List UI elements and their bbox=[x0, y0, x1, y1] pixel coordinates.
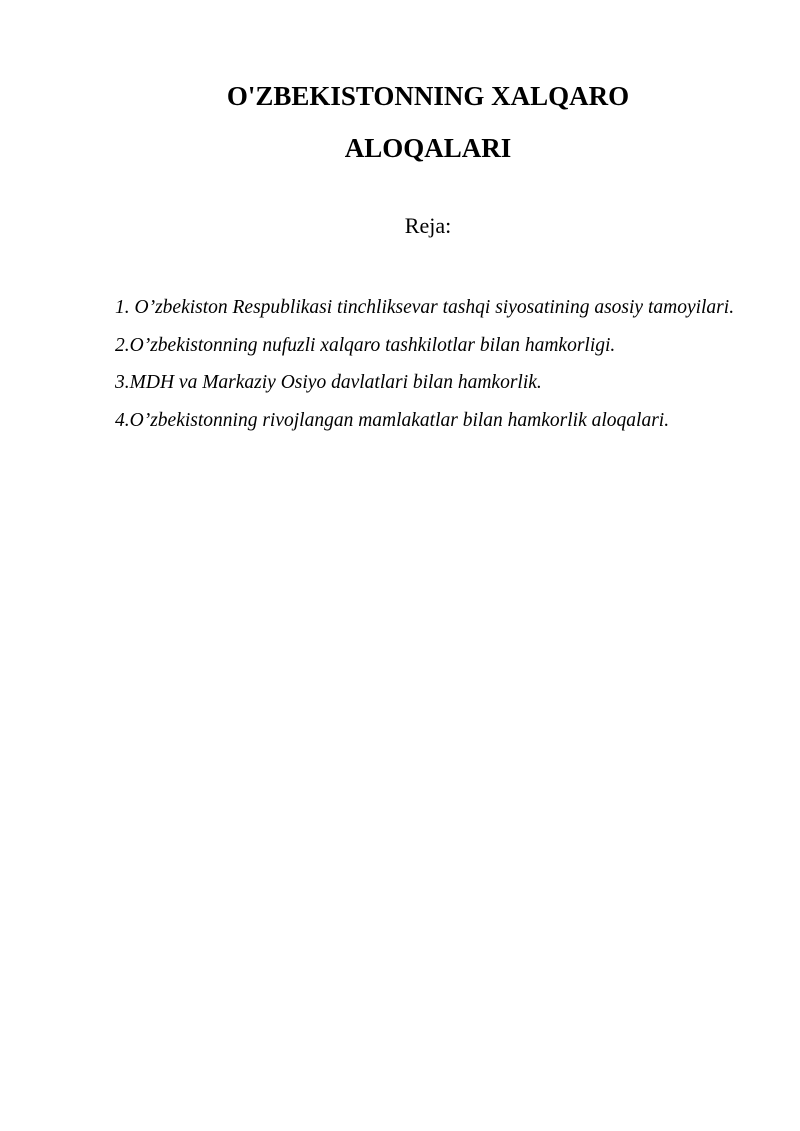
plan-item-1: 1. O’zbekiston Respublikasi tinchliksevar tashqi siyosatining asosiy tamoyilari. bbox=[115, 297, 735, 318]
title-line-1: O'ZBEKISTONNING XALQARO bbox=[226, 81, 630, 111]
plan-item-4: 4.O’zbekistonning rivojlangan mamlakatlar bilan hamkorlik aloqalari. bbox=[115, 409, 670, 431]
plan-item-3: 3.MDH va Markaziy Osiyo davlatlari bilan hamkorlik. bbox=[115, 372, 542, 393]
plan-list bbox=[115, 289, 745, 439]
page-title bbox=[0, 70, 800, 174]
title-line-2: ALOQALARI bbox=[344, 133, 512, 163]
plan-heading: Reja: bbox=[404, 213, 452, 238]
plan-item-2: 2.O’zbekistonning nufuzli xalqaro tashkilotlar bilan hamkorligi. bbox=[115, 334, 616, 356]
